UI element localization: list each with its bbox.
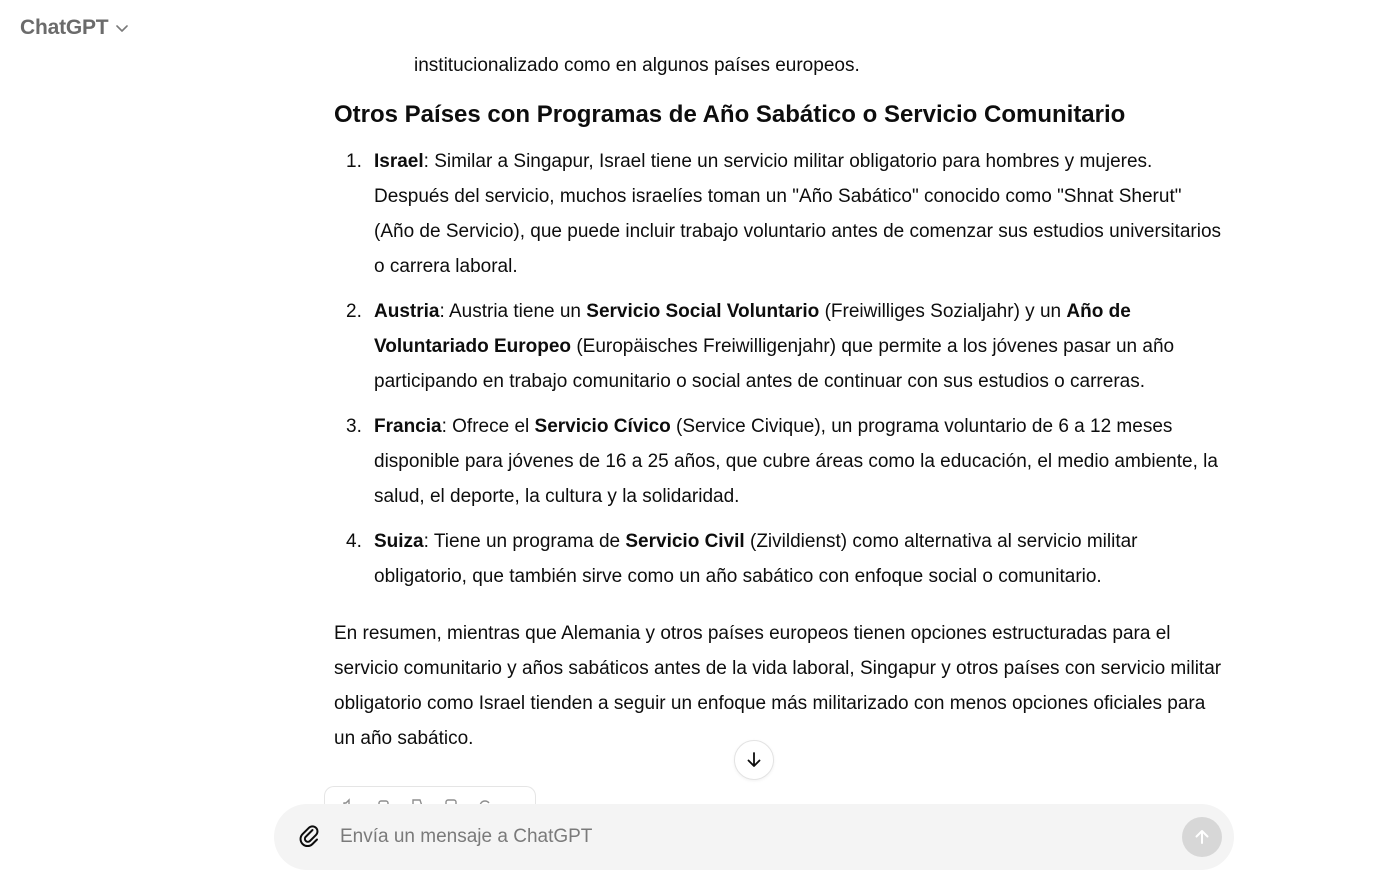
message-input[interactable]	[338, 825, 1182, 849]
list-number: 4.	[346, 531, 362, 552]
summary-paragraph: En resumen, mientras que Alemania y otros países europeos tienen opciones estructuradas para el servicio comunitario y años sabáticos antes de la vida laboral, Singapur y otros países con servicio militar obligatorio como Israel tienden a seguir un enfoque más militarizado con menos opciones oficiales para un año sabático.	[334, 623, 1222, 749]
bold-text: Suiza	[374, 531, 424, 552]
bold-text: Servicio Civil	[625, 531, 745, 552]
arrow-down-icon	[744, 750, 764, 770]
message-composer	[274, 804, 1234, 870]
countries-list	[334, 144, 1224, 594]
text-run: (Europäisches Freiwilligenjahr) que permite a los jóvenes pasar un año participando en trabajo comunitario o social antes de continuar con sus estudios o carreras.	[374, 336, 1175, 392]
text-run: (Zivildienst) como alternativa al servicio militar obligatorio, que también sirve como un año sabático con enfoque social o comunitario.	[374, 531, 1138, 587]
text-run: (Freiwilliges Sozialjahr) y un	[819, 301, 1067, 322]
text-run: (Service Civique), un programa voluntario de 6 a 12 meses disponible para jóvenes de 16 a 25 años, que cubre áreas como la educación, el medio ambiente, la salud, el deporte, la cultura y la solidaridad.	[374, 416, 1218, 507]
message-text-line: institucionalizado como en algunos países europeos.	[414, 55, 860, 76]
paperclip-icon	[297, 824, 321, 850]
scroll-to-bottom-button[interactable]	[734, 740, 774, 780]
text-run: : Austria tiene un	[439, 301, 587, 322]
list-number: 2.	[346, 301, 362, 322]
list-item	[334, 524, 1224, 594]
model-switcher[interactable]	[12, 12, 138, 44]
text-run: : Ofrece el	[441, 416, 535, 437]
list-item	[334, 144, 1224, 284]
bold-text: Francia	[374, 416, 442, 437]
text-run: : Similar a Singapur, Israel tiene un servicio militar obligatorio para hombres y mujeres. Después del servicio, muchos israelíes toman un "Año Sabático" conocido como "Shnat Sherut" (Año de Servicio), que puede incluir trabajo voluntario antes de comenzar sus estudios universitarios o carrera laboral.	[374, 151, 1222, 277]
bold-text: Servicio Social Voluntario	[586, 301, 820, 322]
arrow-up-icon	[1192, 827, 1212, 847]
model-name: ChatGPT	[20, 16, 109, 39]
send-button[interactable]	[1182, 817, 1222, 857]
list-item	[334, 409, 1224, 514]
attach-button[interactable]	[296, 824, 322, 850]
list-number: 3.	[346, 416, 362, 437]
chevron-down-icon	[114, 20, 130, 36]
bold-text: Austria	[374, 301, 440, 322]
list-item	[334, 294, 1224, 399]
section-heading: Otros Países con Programas de Año Sabático o Servicio Comunitario	[334, 101, 1126, 128]
bold-text: Año de Voluntariado Europeo	[374, 301, 1131, 357]
bold-text: Israel	[374, 151, 424, 172]
bold-text: Servicio Cívico	[534, 416, 671, 437]
assistant-message	[334, 48, 1224, 756]
list-number: 1.	[346, 151, 362, 172]
text-run: : Tiene un programa de	[423, 531, 626, 552]
